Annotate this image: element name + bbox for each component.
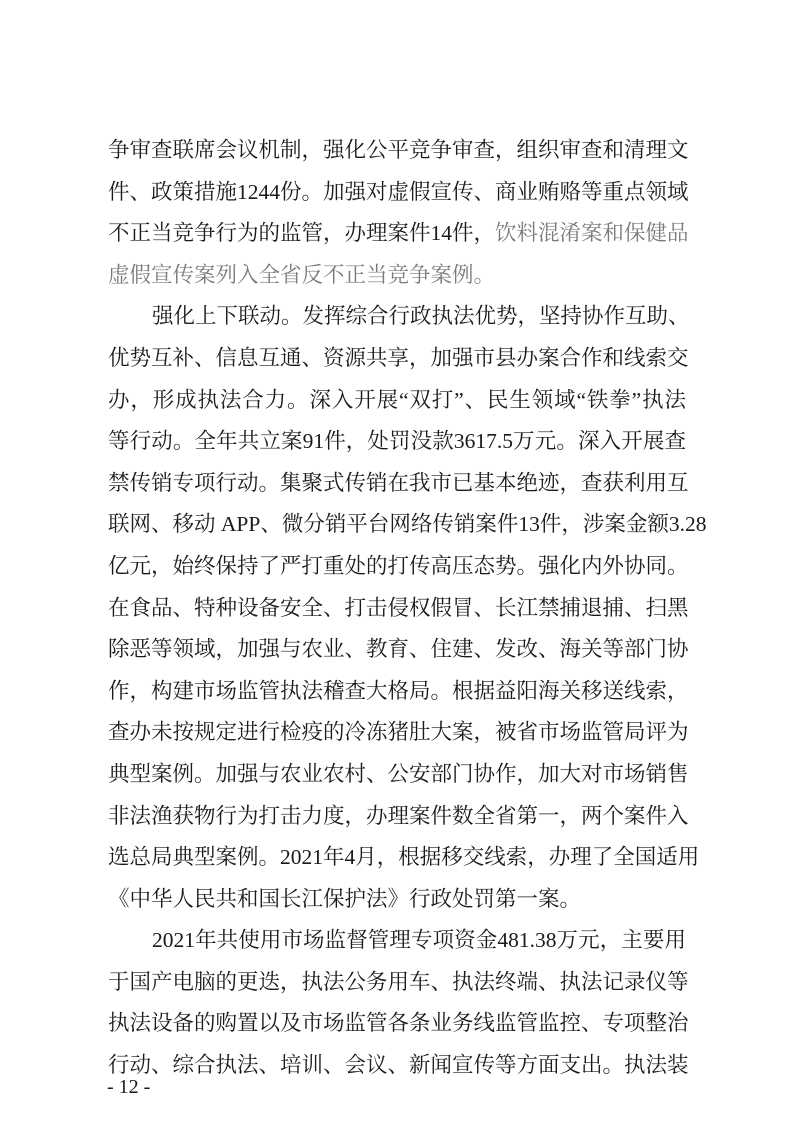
paragraph-fair-competition <box>108 130 689 296</box>
text-line: 联网、移动 APP、微分销平台网络传销案件13件，涉案金额3.28 <box>108 512 707 537</box>
text-line: 典型案例。加强与农业农村、公安部门协作，加大对市场销售 <box>108 761 689 786</box>
text-line: 于国产电脑的更迭，执法公务用车、执法终端、执法记录仪等 <box>108 969 689 994</box>
text-segment-gray: 饮料混淆案和保健品 <box>495 221 689 246</box>
text-line: 禁传销专项行动。集聚式传销在我市已基本绝迹，查获利用互 <box>108 470 689 495</box>
text-line: 行动、综合执法、培训、会议、新闻宣传等方面支出。执法装 <box>108 1053 689 1078</box>
text-line: 《中华人民共和国长江保护法》行政处罚第一案。 <box>108 886 582 911</box>
paragraph-linkage <box>108 296 707 920</box>
text-segment: 不正当竞争行为的监管，办理案件14件， <box>108 221 496 246</box>
text-line: 办，形成执法合力。深入开展“双打”、民生领域“铁拳”执法 <box>108 387 686 412</box>
text-line: 选总局典型案例。2021年4月，根据移交线索，办理了全国适用 <box>108 845 700 870</box>
text-line: 虚假宣传案列入全省反不正当竞争案例。 <box>108 262 496 287</box>
text-line: 争审查联席会议机制，强化公平竞争审查，组织审查和清理文 <box>108 138 689 162</box>
text-line: 优势互补、信息互通、资源共享，加强市县办案合作和线索交 <box>108 345 689 370</box>
text-line: 亿元，始终保持了严打重处的打传高压态势。强化内外协同。 <box>108 553 689 578</box>
text-line: 执法设备的购置以及市场监管各条业务线监管监控、专项整治 <box>108 1011 689 1036</box>
text-line: 件、政策措施1244份。加强对虚假宣传、商业贿赂等重点领域 <box>108 179 689 204</box>
text-line <box>108 213 689 255</box>
text-line: 强化上下联动。发挥综合行政执法优势，坚持协作互助、 <box>152 304 690 329</box>
text-line: 2021年共使用市场监督管理专项资金481.38万元，主要用 <box>152 928 686 953</box>
document-body <box>108 130 707 1087</box>
text-line: 除恶等领域，加强与农业、教育、住建、发改、海关等部门协 <box>108 637 689 662</box>
paragraph-funding <box>108 920 689 1086</box>
text-line: 等行动。全年共立案91件，处罚没款3617.5万元。深入开展查 <box>108 429 686 454</box>
text-line: 在食品、特种设备安全、打击侵权假冒、长江禁捕退捕、扫黑 <box>108 595 689 620</box>
text-line: 查办未按规定进行检疫的冷冻猪肚大案，被省市场监管局评为 <box>108 720 689 745</box>
text-line: 非法渔获物行为打击力度，办理案件数全省第一，两个案件入 <box>108 803 689 828</box>
text-line: 作，构建市场监管执法稽查大格局。根据益阳海关移送线索， <box>108 678 689 703</box>
page-number: - 12 - <box>107 1076 151 1098</box>
